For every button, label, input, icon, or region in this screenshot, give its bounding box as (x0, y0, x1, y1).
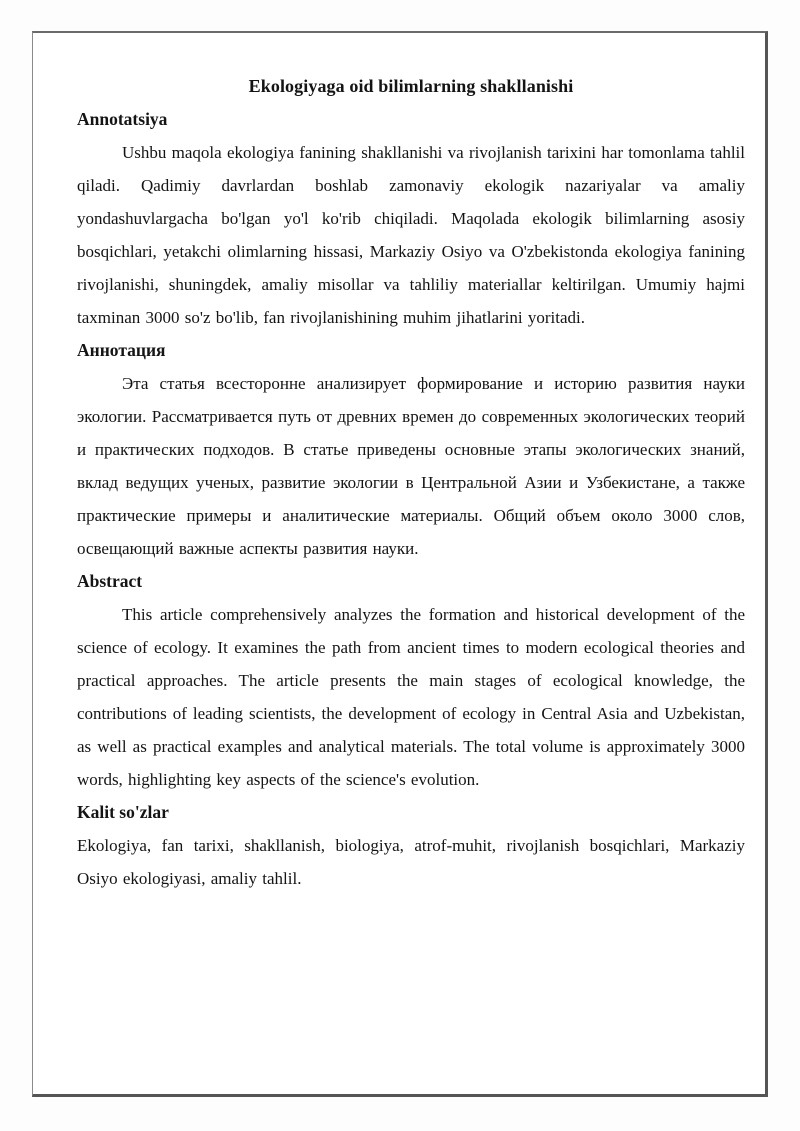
section-annotatsiya-ru (77, 334, 745, 565)
section-heading-english: Abstract (77, 571, 143, 591)
document-page (32, 31, 768, 1097)
document-title: Ekologiyaga oid bilimlarning shakllanishi (248, 76, 574, 96)
section-body-keywords: Ekologiya, fan tarixi, shakllanish, biologiya, atrof-muhit, rivojlanish bosqichlari, Markaziy Osiyo ekologiyasi, amaliy tahlil. (77, 836, 745, 888)
section-keywords (77, 796, 745, 895)
section-heading-russian: Аннотация (77, 340, 166, 360)
section-annotatsiya-uz (77, 103, 745, 334)
section-abstract-en (77, 565, 745, 796)
section-heading-keywords: Kalit so'zlar (77, 802, 169, 822)
section-body-uzbek: Ushbu maqola ekologiya fanining shakllanishi va rivojlanish tarixini har tomonlama tahlil qiladi. Qadimiy davrlardan boshlab zamonaviy ekologik nazariyalar va amaliy yondashuvlargacha bo'lgan yo'l ko'rib chiqiladi. Maqolada ekologik bilimlarning asosiy bosqichlari, yetakchi olimlarning hissasi, Markaziy Osiyo va O'zbekistonda ekologiya fanining rivojlanishi, shuningdek, amaliy misollar va tahliliy materiallar keltirilgan. Umumiy hajmi taxminan 3000 so'z bo'lib, fan rivojlanishining muhim jihatlarini yoritadi. (77, 143, 745, 327)
section-heading-uzbek: Annotatsiya (77, 109, 168, 129)
section-body-russian: Эта статья всесторонне анализирует формирование и историю развития науки экологии. Рассматривается путь от древних времен до современных экологических теорий и практических подходов. В статье приведены основные этапы экологических знаний, вклад ведущих ученых, развитие экологии в Центральной Азии и Узбекистане, а также практические примеры и аналитические материалы. Общий объем около 3000 слов, освещающий важные аспекты развития науки. (77, 374, 745, 558)
section-body-english: This article comprehensively analyzes the formation and historical development of the science of ecology. It examines the path from ancient times to modern ecological theories and practical approaches. The article presents the main stages of ecological knowledge, the contributions of leading scientists, the development of ecology in Central Asia and Uzbekistan, as well as practical examples and analytical materials. The total volume is approximately 3000 words, highlighting key aspects of the science's evolution. (77, 605, 745, 789)
